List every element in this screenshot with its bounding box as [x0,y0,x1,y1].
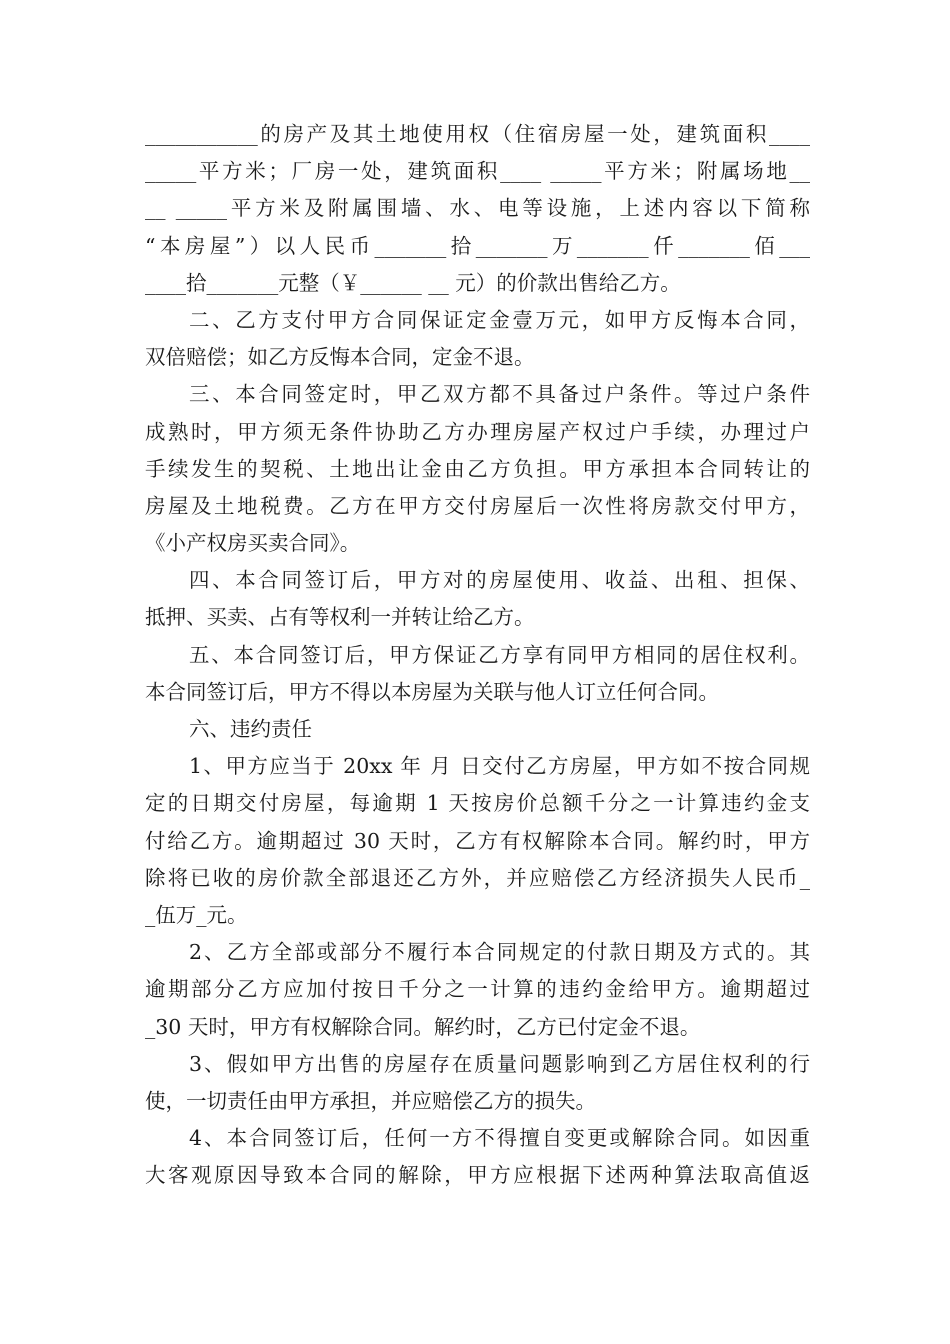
text-line: 付给乙方。逾期超过 30 天时，乙方有权解除本合同。解约时，甲方 [145,828,810,853]
text-line: 抵押、买卖、占有等权利一并转让给乙方。 [145,605,535,630]
text-line: 逾期部分乙方应加付按日千分之一计算的违约金给甲方。逾期超过 [145,977,810,1002]
text-line: _伍万_元。 [145,902,248,927]
text-line: 成熟时，甲方须无条件协助乙方办理房屋产权过户手续，办理过户 [145,419,810,444]
text-line: 三、本合同签定时，甲乙双方都不具备过户条件。等过户条件 [189,382,810,407]
text-line: 1、甲方应当于 20xx 年 月 日交付乙方房屋，甲方如不按合同规 [189,754,810,779]
text-line: 本合同签订后，甲方不得以本房屋为关联与他人订立任何合同。 [145,679,719,704]
text-line: 二、乙方支付甲方合同保证定金壹万元，如甲方反悔本合同， [189,307,810,332]
text-line: 《小产权房买卖合同》。 [145,531,361,556]
text-line: 定的日期交付房屋，每逾期 1 天按房价总额千分之一计算违约金支 [145,791,810,816]
text-line: __ _____平方米及附属围墙、水、电等设施，上述内容以下简称 [145,196,810,221]
text-line: 手续发生的契税、土地出让金由乙方负担。甲方承担本合同转让的 [145,456,810,481]
text-line: 房屋及土地税费。乙方在甲方交付房屋后一次性将房款交付甲方， [145,493,810,518]
text-line: 大客观原因导致本合同的解除，甲方应根据下述两种算法取高值返 [145,1163,810,1188]
text-line: 五、本合同签订后，甲方保证乙方享有同甲方相同的居住权利。 [189,642,810,667]
text-line: 使，一切责任由甲方承担，并应赔偿乙方的损失。 [145,1088,596,1113]
text-line: 四、本合同签订后，甲方对的房屋使用、收益、出租、担保、 [189,568,810,593]
text-line: _____平方米；厂房一处，建筑面积____ _____平方米；附属场地__ [145,159,810,184]
text-line: _30 天时，甲方有权解除合同。解约时，乙方已付定金不退。 [145,1014,701,1039]
document-body [145,116,810,1194]
text-line: 除将已收的房价款全部退还乙方外，并应赔偿乙方经济损失人民币_ [145,865,810,890]
text-line: “本房屋”）以人民币_______拾_______万_______仟_______佰___ [145,233,810,258]
text-line: 3、假如甲方出售的房屋存在质量问题影响到乙方居住权利的行 [189,1051,810,1076]
text-line: ____拾_______元整（￥______ __ 元）的价款出售给乙方。 [145,270,681,295]
text-line: 双倍赔偿；如乙方反悔本合同，定金不退。 [145,345,535,370]
text-line: 2、乙方全部或部分不履行本合同规定的付款日期及方式的。其 [189,940,810,965]
text-line: 六、违约责任 [189,717,312,741]
text-line: ___________的房产及其土地使用权（住宿房屋一处，建筑面积____ [145,122,810,146]
text-line: 4、本合同签订后，任何一方不得擅自变更或解除合同。如因重 [189,1126,810,1151]
